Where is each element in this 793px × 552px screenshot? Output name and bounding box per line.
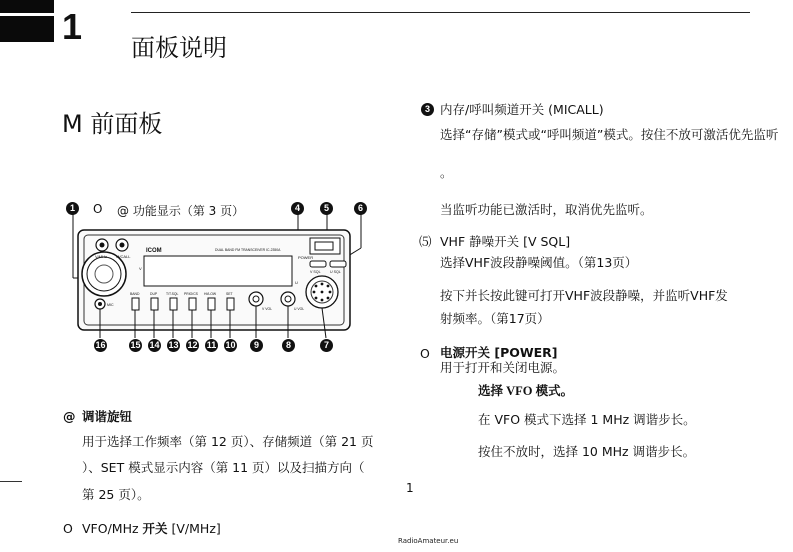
section-title: M 前面板 [62,110,163,138]
set-button-label: SET [226,292,233,296]
marker-1: 1 [66,202,79,215]
radio-front-panel-figure [60,212,380,360]
v-mhz-knob-label: V/MHz [95,254,107,259]
vfo-desc-line: 按住不放时，选择 10 MHz 调谐步长。 [478,444,696,459]
marker-5: 5 [320,202,333,215]
footer-watermark: RadioAmateur.eu [398,537,459,545]
marker-6: 6 [354,202,367,215]
marker-12: 12 [187,340,198,350]
prio-button-label: PRIO/CS [184,292,198,296]
marker-15: 15 [130,340,141,350]
function-display-callout: @ 功能显示（第 3 页） [117,204,245,218]
marker-5-symbol: ⑸ [419,234,432,249]
chapter-tab [0,0,54,42]
marker-3: 3 [421,103,434,116]
tuning-knob-desc-line: 用于选择工作频率（第 12 页）、存储频道（第 21 页 [82,434,374,449]
tuning-knob-title: 调谐旋钮 [82,409,133,424]
chapter-tab-stripe [0,13,54,16]
u-sql-label: U SQL [330,270,341,274]
display-v-label: V [139,266,142,271]
item-marker: @ [63,409,76,424]
band-button-label: BAND [130,292,140,296]
marker-10: 10 [225,340,236,350]
header-rule [131,12,750,13]
margin-rule [0,481,22,482]
vsql-switch-title: VHF 静噪开关 [V SQL] [440,234,571,249]
micall-desc-line: 当监听功能已激活时，取消优先监听。 [440,202,653,217]
vsql-desc-line: 按下并长按此键可打开VHF波段静噪，并监听VHF发 [440,288,728,303]
power-desc-line: 用于打开和关闭电源。 [440,360,566,375]
marker-4: 4 [291,202,304,215]
power-switch-title: 电源开关 [POWER] [440,345,558,360]
tuning-knob-desc-line: ）、SET 模式显示内容（第 11 页）以及扫描方向（ [82,460,365,475]
marker-7: 7 [320,339,333,352]
vfo-mhz-switch-title: VFO/MHz 开关 [V/MHz] [82,521,221,536]
micall-switch-title: 内存/呼叫频道开关 (MICALL) [440,102,604,117]
power-label: POWER [298,255,314,260]
vsql-desc-line: 射频率。（第17页） [440,311,550,326]
tsql-button-label: T/T.SQL [166,292,179,296]
marker-14: 14 [149,340,160,350]
marker-11: 11 [206,340,217,350]
tuning-knob-desc-line: 第 25 页）。 [82,487,150,502]
dup-button-label: DUP [150,292,158,296]
vfo-desc-line: 在 VFO 模式下选择 1 MHz 调谐步长。 [478,412,696,427]
micall-desc-line: 。 [440,165,453,180]
marker-13: 13 [168,340,179,350]
vfo-mode-heading: 选择 VFO 模式。 [478,384,574,398]
marker-9: 9 [250,339,263,352]
marker-16: 16 [95,340,106,350]
brand-logo: ICOM [146,248,162,254]
vsql-desc-line: 选择VHF波段静噪阈值。（第13页） [440,255,638,270]
chapter-title: 面板说明 [131,34,227,62]
u-vol-label: U VOL [294,307,305,311]
v-sql-label: V SQL [310,270,321,274]
page-number: 1 [406,481,414,495]
mic-label: MIC [107,303,114,307]
model-label: DUAL BAND FM TRANSCEIVER IC-2350A [215,248,281,252]
display-u-label: U [295,280,298,285]
m-call-knob-label: M/CALL [116,254,131,259]
item-marker: O [63,521,73,536]
hilow-button-label: HI/LOW [204,292,217,296]
item-marker: O [420,346,430,361]
marker-8: 8 [282,339,295,352]
micall-desc-line: 选择“存储”模式或“呼叫频道”模式。按住不放可激活优先监听 [440,127,779,142]
callout-o: O [93,202,103,216]
v-vol-label: V VOL [262,307,272,311]
chapter-number: 1 [62,6,83,47]
